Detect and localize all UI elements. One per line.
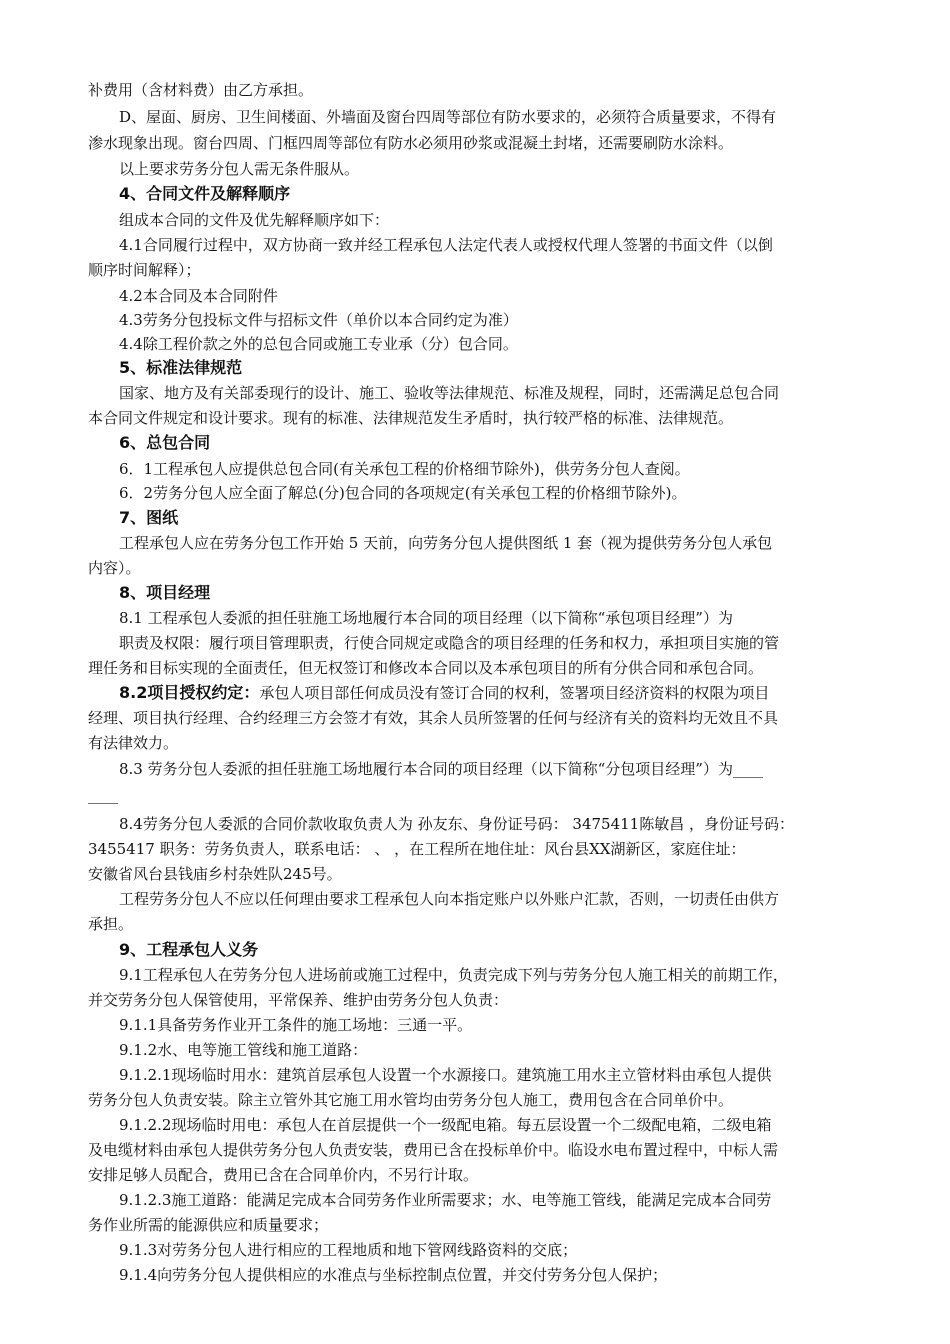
text-line: 4.3劳务分包投标文件与招标文件（单价以本合同约定为准） (119, 311, 518, 329)
text-line: 8.4劳务分包人委派的合同价款收取负责人为 孙友东、身份证号码： 3475411陈敏昌 ，身份证号码： (119, 815, 794, 833)
text-line: 9.1.2.2现场临时用电：承包人在首层提供一个一级配电箱。每五层设置一个二级配电箱，二级电箱 (119, 1116, 772, 1134)
clause-text: 承包人项目部任何成员没有签订合同的权利，签署项目经济资料的权限为项目 (259, 684, 770, 702)
text-line: 8.3 劳务分包人委派的担任驻施工场地履行本合同的项目经理（以下简称“分包项目经理”）为____ (119, 760, 763, 778)
text-line: 4.4除工程价款之外的总包合同或施工专业承（分）包合同。 (119, 335, 518, 353)
text-line: 6．1工程承包人应提供总包合同(有关承包工程的价格细节除外)，供劳务分包人查阅。 (119, 460, 690, 478)
text-line: D、屋面、厨房、卫生间楼面、外墙面及窗台四周等部位有防水要求的，必须符合质量要求，不得有 (119, 108, 777, 126)
text-line (119, 682, 769, 706)
text-line: 4.1合同履行过程中，双方协商一致并经工程承包人法定代表人或授权代理人签署的书面文件（以倒 (119, 236, 773, 254)
text-line: 渗水现象出现。窗台四周、门框四周等部位有防水必须用砂浆或混凝土封堵，还需要刷防水涂料。 (88, 134, 734, 152)
text-line: 9.1.2.3施工道路：能满足完成本合同劳务作业所需要求；水、电等施工管线，能满足完成本合同劳 (119, 1191, 772, 1209)
text-line: 8.1 工程承包人委派的担任驻施工场地履行本合同的项目经理（以下简称“承包项目经理”）为 (119, 609, 733, 627)
text-line: 9.1.3对劳务分包人进行相应的工程地质和地下管网线路资料的交底； (119, 1241, 578, 1259)
text-line: 承担。 (88, 915, 134, 933)
text-line: 3455417 职务：劳务负责人，联系电话： 、 ，在工程所在地住址：风台县XX湖新区，家庭住址： (88, 840, 746, 858)
text-line: 9.1.2水、电等施工管线和施工道路： (119, 1041, 368, 1059)
text-line: 9.1工程承包人在劳务分包人进场前或施工过程中，负责完成下列与劳务分包人施工相关的前期工作， (119, 966, 788, 984)
text-line: 理任务和目标实现的全面责任，但无权签订和修改本合同以及本承包项目的所有分供合同和承包合同。 (88, 659, 764, 677)
text-line: 补费用（含材料费）由乙方承担。 (88, 81, 314, 99)
text-line: 组成本合同的文件及优先解释顺序如下： (119, 211, 390, 229)
text-line: 安徽省风台县钱庙乡村杂姓队245号。 (88, 865, 342, 883)
text-line: 4.2本合同及本合同附件 (119, 287, 278, 305)
clause-heading-inline: 8.2项目授权约定： (119, 683, 260, 702)
text-line: 有法律效力。 (88, 734, 179, 752)
text-line: 职责及权限：履行项目管理职责，行使合同规定或隐含的项目经理的任务和权力，承担项目实施的管 (119, 634, 780, 652)
text-line: 并交劳务分包人保管使用，平常保养、维护由劳务分包人负责： (88, 991, 509, 1009)
text-line: 安排足够人员配合，费用已含在合同单价内，不另行计取。 (88, 1166, 479, 1184)
section-heading: 6、总包合同 (119, 433, 211, 452)
section-heading: 8、项目经理 (119, 583, 211, 602)
text-line: 工程劳务分包人不应以任何理由要求工程承包人向本指定账户以外账户汇款，否则，一切责任由供方 (119, 890, 780, 908)
text-line: 本合同文件规定和设计要求。现有的标准、法律规范发生矛盾时，执行较严格的标准、法律规范。 (88, 409, 734, 427)
text-line: 劳务分包人负责安装。除主立管外其它施工用水管均由劳务分包人施工，费用包含在合同单价中。 (88, 1091, 734, 1109)
text-line: 顺序时间解释）； (88, 261, 201, 279)
section-heading: 9、工程承包人义务 (119, 940, 259, 959)
text-line: 9.1.4向劳务分包人提供相应的水准点与坐标控制点位置，并交付劳务分包人保护； (119, 1266, 668, 1284)
section-heading: 5、标准法律规范 (119, 358, 243, 377)
text-line: 以上要求劳务分包人需无条件服从。 (119, 160, 360, 178)
blank-underline: ____ (88, 786, 118, 804)
text-line: 9.1.2.1现场临时用水：建筑首层承包人设置一个水源接口。建筑施工用水主立管材料由承包人提供 (119, 1066, 772, 1084)
text-line: 内容）。 (88, 559, 141, 577)
text-line: 6．2劳务分包人应全面了解总(分)包合同的各项规定(有关承包工程的价格细节除外)。 (119, 484, 687, 502)
text-line: 务作业所需的能源供应和质量要求； (88, 1216, 329, 1234)
text-line: 9.1.1具备劳务作业开工条件的施工场地：三通一平。 (119, 1016, 473, 1034)
text-line: 及电缆材料由承包人提供劳务分包人负责安装，费用已含在投标单价中。临设水电布置过程中，中标人需 (88, 1141, 779, 1159)
text-line: 国家、地方及有关部委现行的设计、施工、验收等法律规范、标准及规程，同时，还需满足总包合同 (119, 384, 780, 402)
section-heading: 4、合同文件及解释顺序 (119, 184, 291, 203)
text-line: 工程承包人应在劳务分包工作开始 5 天前，向劳务分包人提供图纸 1 套（视为提供劳务分包人承包 (119, 534, 773, 552)
section-heading: 7、图纸 (119, 508, 179, 527)
text-line: 经理、项目执行经理、合约经理三方会签才有效，其余人员所签署的任何与经济有关的资料均无效且不具 (88, 709, 779, 727)
